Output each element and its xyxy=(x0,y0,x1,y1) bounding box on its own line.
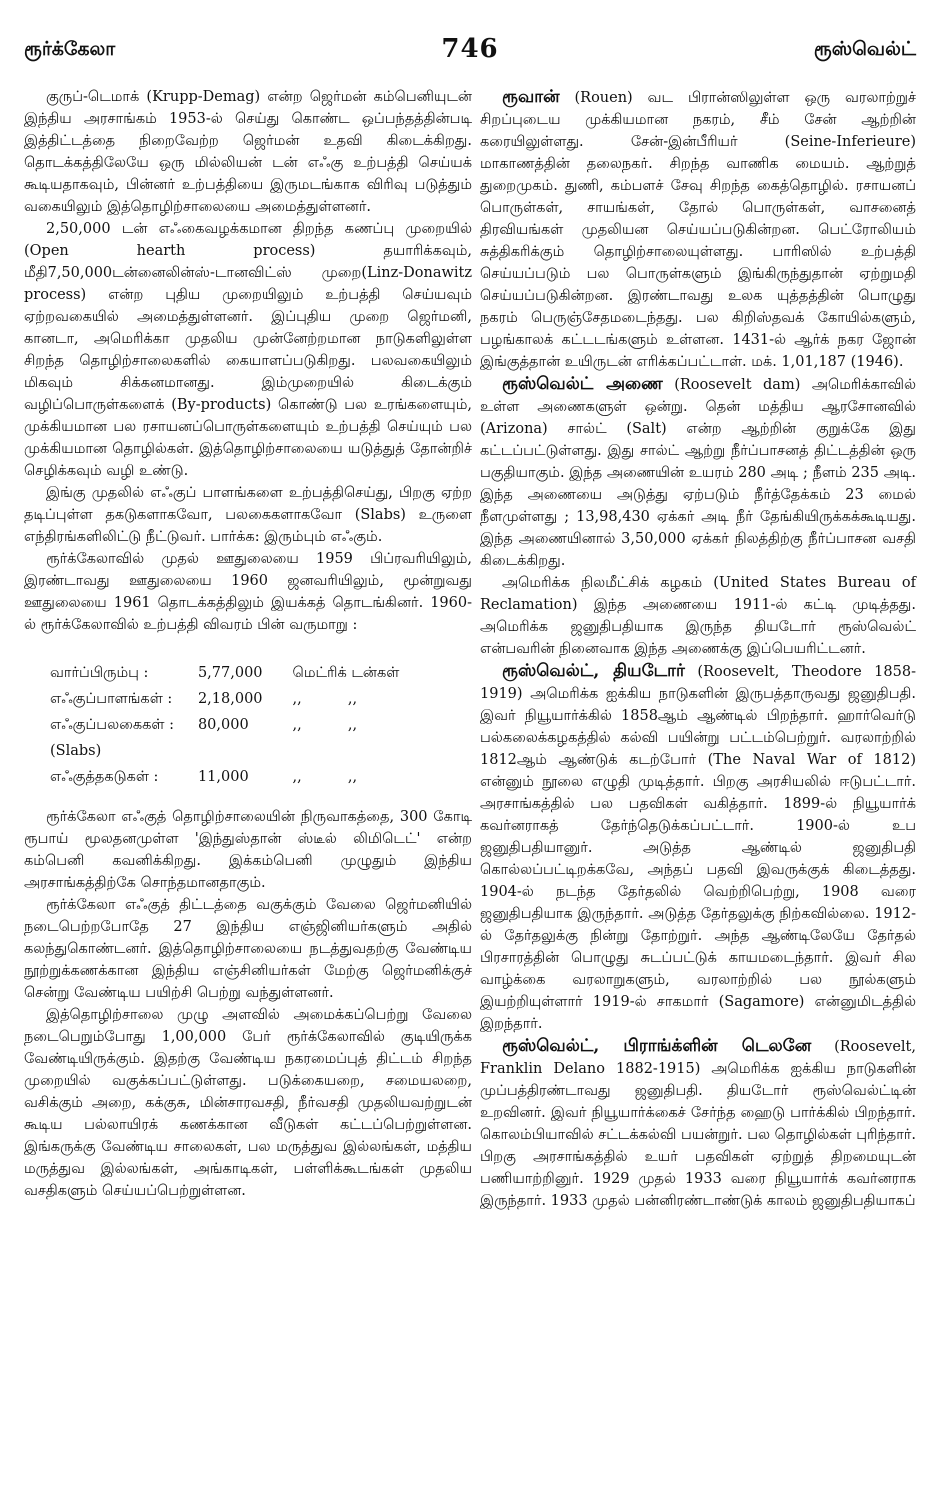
page-number: 746 xyxy=(441,34,499,64)
entry-body: (Rouen) வட பிரான்ஸிலுள்ள ஒரு வரலாற்றுச் சிறப்புடைய முக்கியமான நகரம், சீம் சேன் ஆற்றின் கரையிலுள்ளது. சேன்-இன்பீரியர் (Seine-Inferieure) மாகாணத்தின் தலைநகர். சிறந்த வாணிக மையம். ஆற்றுத் துறைமுகம். துணி, கம்பளச் சேவு சிறந்த கைத்தொழில். ரசாயனப் பொருள்கள், சாயங்கள், தோல் பொருள்கள், வாசனைத் திரவியங்கள் முதலியன செய்யப்படுகின்றன. பெட்ரோலியம் சுத்திகரிக்கும் தொழிற்சாலையுள்ளது. பாரிஸில் உற்பத்தி செய்யப்படும் பல பொருள்களும் இங்கிருந்துதான் ஏற்றுமதி செய்யப்படுகின்றன. இரண்டாவது உலக யுத்தத்தின் பொழுது நகரம் பெருஞ்சேதமடைந்தது. பல கிறிஸ்தவக் கோயில்களும், பழங்காலக் கட்டடங்களும் உள்ளன. 1431-ல் ஆர்க் நகர ஜோன் இங்குத்தான் உயிருடன் எரிக்கப்பட்டாள். மக். 1,01,187 (1946). xyxy=(480,90,916,370)
entry-title: ரூஸ்வெல்ட், தியடோர் xyxy=(502,661,685,681)
paragraph: குருப்-டெமாக் (Krupp-Demag) என்ற ஜெர்மன் கம்பெனியுடன் இந்திய அரசாங்கம் 1953-ல் செய்து கொண்ட ஒப்பந்தத்தின்படி இத்திட்டத்தை நிறைவேற்ற ஜெர்மன் உதவி கிடைக்கிறது. தொடக்கத்திலேயே ஒரு மில்லியன் டன் எஃகு உற்பத்தி செய்யக் கூடியதாகவும், பின்னர் உற்பத்தியை இருமடங்காக விரிவு படுத்தும் வகையிலும் இத்தொழிற்சாலையை அமைத்துள்ளனர். xyxy=(24,89,472,215)
paragraph: 2,50,000 டன் எஃகைவழக்கமான திறந்த கணப்பு முறையில் (Open hearth process) தயாரிக்கவும், மீதி7,50,000டன்னைலின்ஸ்-டானவிட்ஸ் முறை(Linz-Donawitz process) என்ற புதிய முறையிலும் உற்பத்தி செய்யவும் ஏற்றவகையில் அமைத்துள்ளனர். இப்புதிய முறை ஜெர்மனி, கானடா, அமெரிக்கா முதலிய முன்னேற்றமான நாடுகளிலுள்ள சிறந்த தொழிற்சாலைகளில் கையாளப்படுகிறது. பலவகையிலும் மிகவும் சிக்கனமானது. இம்முறையில் கிடைக்கும் வழிப்பொருள்களைக் (By-products) கொண்டு பல உரங்களையும், முக்கியமான பல ரசாயனப்பொருள்களையும் உற்பத்தி செய்யும் பல முக்கியமான தொழில்கள். இத்தொழிற்சாலையை யடுத்துத் தோன்றிச் செழிக்கவும் வழி உண்டு. xyxy=(24,221,472,479)
production-value xyxy=(182,738,271,764)
production-value: 2,18,000 xyxy=(197,691,263,707)
production-unit: மெட்ரிக் டன்கள் xyxy=(292,665,400,681)
table-row xyxy=(50,686,407,712)
production-table xyxy=(50,660,407,790)
entry-body: (Roosevelt dam) அமெரிக்காவில் உள்ள அணைகளுள் ஒன்று. தென் மத்திய ஆரசோனவில் (Arizona) சால்ட் (Salt) என்ற ஆற்றின் குறுக்கே இது கட்டப்பட்டுள்ளது. இது சால்ட் ஆற்று நீர்ப்பாசனத் திட்டத்தின் ஒரு பகுதியாகும். இந்த அணையின் உயரம் 280 அடி ; நீளம் 235 அடி. இந்த அணையை அடுத்து ஏற்படும் நீர்த்தேக்கம் 23 மைல் நீளமுள்ளது ; 13,98,430 ஏக்கர் அடி நீர் தேங்கியிருக்கக்கூடியது. இந்த அணையினால் 3,50,000 ஏக்கர் நிலத்திற்கு நீர்ப்பாசன வசதி கிடைக்கிறது. xyxy=(480,377,916,569)
production-item: எஃகுப்பலகைகள் : xyxy=(50,717,174,733)
entry-body: (Roosevelt, Franklin Delano 1882-1915) அமெரிக்க ஐக்கிய நாடுகளின் முப்பத்திரண்டாவது ஜனுதிபதி. தியடோர் ரூஸ்வெல்ட்டின் உறவினர். இவர் நியூயார்க்கைச் சேர்ந்த ஹைடு பார்க்கில் பிறந்தார். கொலம்பியாவில் சட்டக்கல்வி பயன்றுர். பல தொழில்கள் புரிந்தார். பிறகு அரசாங்கத்தில் உயர் பதவிகள் ஏற்றுத் திறமையுடன் பணியாற்றினுர். 1929 முதல் 1933 வரை நியூயார்க் கவர்னராக இருந்தார். 1933 முதல் பன்னிரண்டாண்டுக் காலம் ஜனுதிபதியாகப் xyxy=(480,1039,916,1209)
paragraph: ரூர்க்கேலா எஃகுத் திட்டத்தை வகுக்கும் வேலை ஜெர்மனியில் நடைபெற்றபோதே 27 இந்திய எஞ்ஜினியர்களும் அதில் கலந்துகொண்டனர். இத்தொழிற்சாலையை நடத்துவதற்கு வேண்டிய நூற்றுக்கணக்கான இந்திய எஞ்சினியர்கள் மேற்கு ஜெர்மனிக்குச் சென்று வேண்டிய பயிற்சி பெற்று வந்துள்ளனர். xyxy=(24,897,472,1001)
table-row xyxy=(50,764,407,790)
running-head-right: ரூஸ்வெல்ட் xyxy=(813,38,916,60)
production-unit: ,, ,, xyxy=(292,717,358,733)
entry-theodore-roosevelt xyxy=(480,660,916,1035)
entry-title: ரூவான் xyxy=(502,87,560,107)
production-item: எஃகுப்பாளங்கள் : xyxy=(50,691,173,707)
production-value: 11,000 xyxy=(197,769,249,785)
production-value: 80,000 xyxy=(197,717,249,733)
entry-franklin-roosevelt xyxy=(480,1035,916,1212)
paragraph: ரூர்க்கேலா எஃகுத் தொழிற்சாலையின் நிருவாகத்தை, 300 கோடி ரூபாய் மூலதனமுள்ள 'இந்துஸ்தான் ஸ்டீல் லிமிடெட்' என்ற கம்பெனி கவனிக்கிறது. இக்கம்பெனி முழுதும் இந்திய அரசாங்கத்திற்கே சொந்தமானதாகும். xyxy=(24,809,472,891)
entry-roosevelt-dam xyxy=(480,373,916,572)
running-head-left: ரூர்க்கேலா xyxy=(24,38,116,60)
production-item: வார்ப்பிரும்பு : xyxy=(50,665,149,681)
paragraph: இங்கு முதலில் எஃகுப் பாளங்களை உற்பத்திசெய்து, பிறகு ஏற்ற தடிப்புள்ள தகடுகளாகவோ, பலகைகளாகவோ (Slabs) உருளை எந்திரங்களிலிட்டு நீட்டுவர். பார்க்க: இரும்பும் எஃகும். xyxy=(24,485,472,545)
paragraph: அமெரிக்க நிலமீட்சிக் கழகம் (United States Bureau of Reclamation) இந்த அணையை 1911-ல் கட்டி முடித்தது. அமெரிக்க ஜனுதிபதியாக இருந்த தியடோர் ரூஸ்வெல்ட் என்பவரின் நினைவாக இந்த அணைக்கு இப்பெயரிட்டனர். xyxy=(480,575,916,657)
left-column xyxy=(24,86,472,1202)
right-column xyxy=(480,86,916,1212)
entry-title: ரூஸ்வெல்ட், பிராங்க்ளின் டெலனே xyxy=(502,1036,812,1056)
production-item: (Slabs) xyxy=(50,743,102,759)
production-unit: ,, ,, xyxy=(292,769,358,785)
paragraph: இத்தொழிற்சாலை முழு அளவில் அமைக்கப்பெற்று வேலை நடைபெறும்போது 1,00,000 பேர் ரூர்க்கேலாவில் குடியிருக்க வேண்டியிருக்கும். இதற்கு வேண்டிய நகரமைப்புத் திட்டம் சிறந்த முறையில் வகுக்கப்பட்டுள்ளது. படுக்கையறை, சமையலறை, வசிக்கும் அறை, கக்குசு, மின்சாரவசதி, நீர்வசதி முதலியவற்றுடன் கூடிய பல்லாயிரக் கணக்கான வீடுகள் கட்டப்பெற்றுள்ளன. இங்கருக்கு வேண்டிய சாலைகள், பல மருத்துவ இல்லங்கள், மத்திய மருத்துவ இல்லங்கள், அங்காடிகள், பள்ளிக்கூடங்கள் முதலிய வசதிகளும் செய்யப்பெற்றுள்ளன. xyxy=(24,1007,472,1199)
table-row xyxy=(50,738,407,764)
production-item: எஃகுத்தகடுகள் : xyxy=(50,769,159,785)
production-unit xyxy=(271,738,408,764)
table-row xyxy=(50,712,407,738)
production-unit: ,, ,, xyxy=(292,691,358,707)
paragraph: ரூர்க்கேலாவில் முதல் ஊதுலையை 1959 பிப்ரவரியிலும், இரண்டாவது ஊதுலையை 1960 ஜனவரியிலும், மூன்றுவது ஊதுலையை 1961 தொடக்கத்திலும் இயக்கத் தொடங்கினர். 1960-ல் ரூர்க்கேலாவில் உற்பத்தி விவரம் பின் வருமாறு : xyxy=(24,551,472,633)
production-value: 5,77,000 xyxy=(197,665,263,681)
entry-rouen xyxy=(480,86,916,373)
entry-title: ரூஸ்வெல்ட் அணை xyxy=(502,374,663,394)
page-header xyxy=(24,34,916,74)
table-row xyxy=(50,660,407,686)
entry-body: (Roosevelt, Theodore 1858-1919) அமெரிக்க ஐக்கிய நாடுகளின் இருபத்தாருவது ஜனுதிபதி. இவர் நியூயார்க்கில் 1858ஆம் ஆண்டில் பிறந்தார். ஹார்வெர்டு பல்கலைக்கழகத்தில் கல்வி பயின்று பட்டம்பெற்றுர். வரலாற்றில் 1812ஆம் ஆண்டுக் கடற்போர் (The Naval War of 1812) என்னும் நூலை எழுதி முடித்தார். பிறகு அரசியலில் ஈடுபட்டார். அரசாங்கத்தில் பல பதவிகள் வகித்தார். 1899-ல் நியூயார்க் கவர்னராகத் தேர்ந்தெடுக்கப்பட்டார். 1900-ல் உப ஜனுதிபதியானுர். அடுத்த ஆண்டில் ஜனுதிபதி கொல்லப்பட்டிறக்கவே, அந்தப் பதவி இவருக்குக் கிடைத்தது. 1904-ல் நடந்த தேர்தலில் வெற்றிபெற்று, 1908 வரை ஜனுதிபதியாக இருந்தார். அடுத்த தேர்தலுக்கு நிற்கவில்லை. 1912-ல் தேர்தலுக்கு நின்று தோற்றுர். அந்த ஆண்டிலேயே தேர்தல் பிரசாரத்தின் பொழுது சுடப்பட்டுக் காயமடைந்தார். இவர் சில வாழ்க்கை வரலாறுகளும், வரலாற்றில் பல நூல்களும் இயற்றியுள்ளார் 1919-ல் சாகமார் (Sagamore) என்னுமிடத்தில் இறந்தார். xyxy=(480,664,916,1032)
